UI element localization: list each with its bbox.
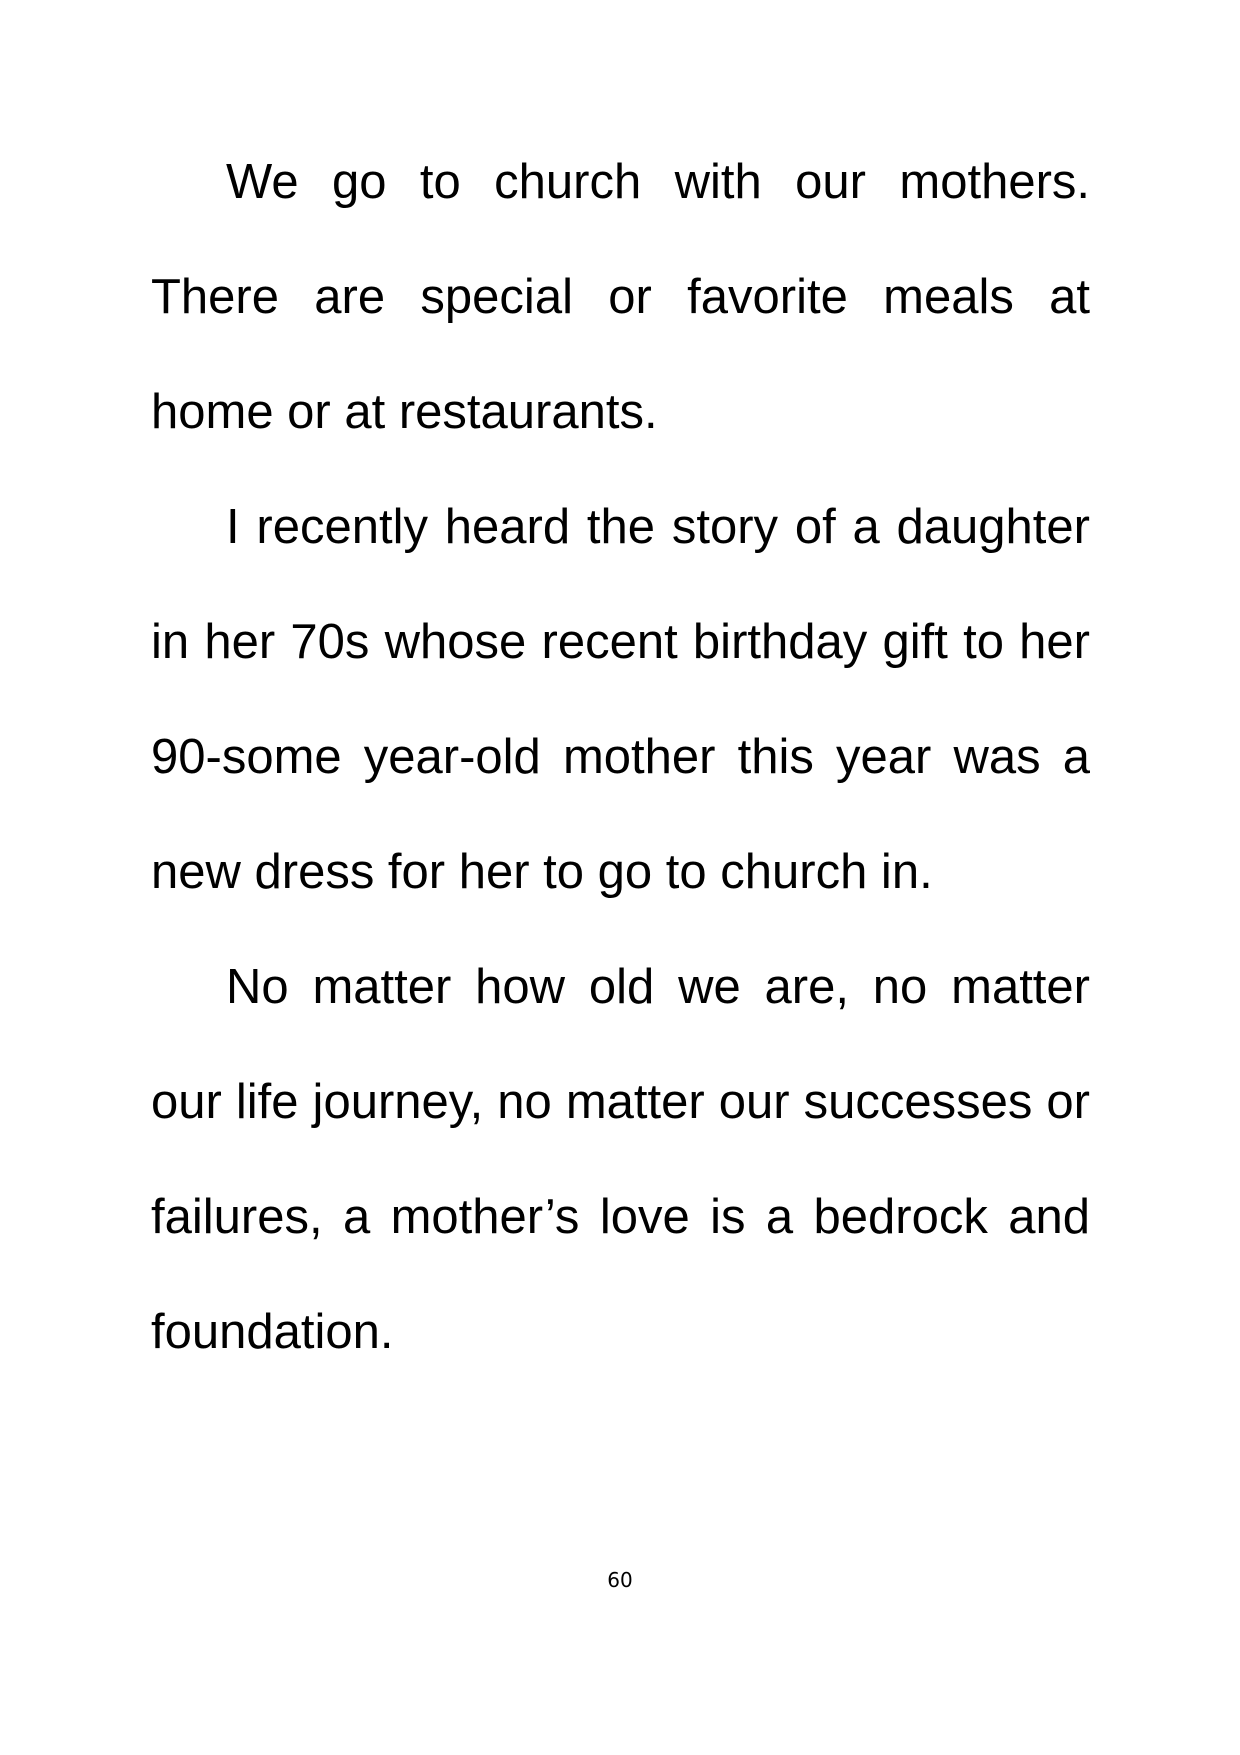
paragraph-church-meals: We go to church with our mothers. There are special or favorite meals at home or at restaurants. — [151, 155, 1090, 439]
paragraph-birthday-dress: I recently heard the story of a daughter in her 70s whose recent birthday gift to her 90-some year-old mother this year was a new dress for her to go to church in. — [151, 500, 1090, 899]
page-number: 60 — [607, 1568, 633, 1592]
paragraph-mothers-love: No matter how old we are, no matter our life journey, no matter our successes or failures, a mother’s love is a bedrock and foundation. — [151, 960, 1090, 1359]
body-text — [151, 125, 1090, 1390]
